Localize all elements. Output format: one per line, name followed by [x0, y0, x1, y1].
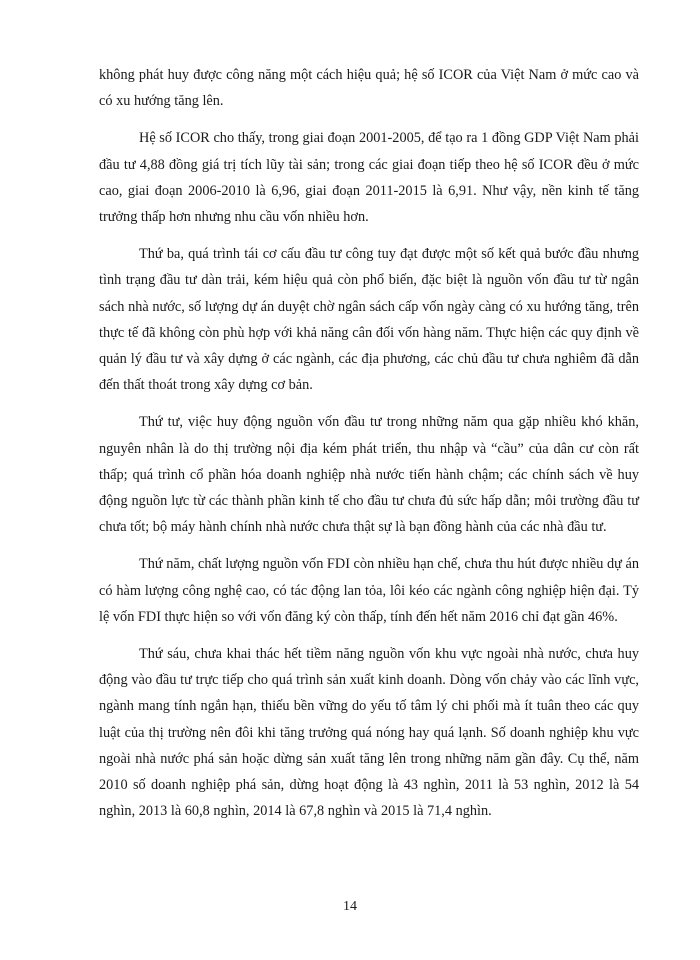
page-number: 14 [343, 899, 357, 914]
paragraph-thu-ba: Thứ ba, quá trình tái cơ cấu đầu tư công tuy đạt được một số kết quả bước đầu nhưng tình trạng đầu tư dàn trải, kém hiệu quả còn phổ biến, đặc biệt là nguồn vốn đầu tư từ ngân sách nhà nước, số lượng dự án duyệt chờ ngân sách cấp vốn ngày càng có xu hướng tăng, trên thực tế đã không còn phù hợp với khả năng cân đối vốn hàng năm. Thực hiện các quy định về quản lý đầu tư và xây dựng ở các ngành, các địa phương, các chủ đầu tư chưa nghiêm đã dẫn đến thất thoát trong xây dựng cơ bản. [99, 246, 639, 394]
paragraph-thu-tu: Thứ tư, việc huy động nguồn vốn đầu tư trong những năm qua gặp nhiều khó khăn, nguyên nhân là do thị trường nội địa kém phát triển, thu nhập và “cầu” của dân cư còn rất thấp; quá trình cổ phần hóa doanh nghiệp nhà nước tiến hành chậm; các chính sách về huy động nguồn lực từ các thành phần kinh tế cho đầu tư chưa đủ sức hấp dẫn; môi trường đầu tư chưa tốt; bộ máy hành chính nhà nước chưa thật sự là bạn đồng hành của các nhà đầu tư. [99, 414, 639, 536]
paragraph-icor: Hệ số ICOR cho thấy, trong giai đoạn 2001-2005, để tạo ra 1 đồng GDP Việt Nam phải đầu tư 4,88 đồng giá trị tích lũy tài sản; trong các giai đoạn tiếp theo hệ số ICOR đều ở mức cao, giai đoạn 2006-2010 là 6,96, giai đoạn 2011-2015 là 6,91. Như vậy, nền kinh tế tăng trưởng thấp hơn nhưng nhu cầu vốn nhiều hơn. [99, 130, 639, 226]
body-text [99, 62, 639, 835]
paragraph-thu-nam: Thứ năm, chất lượng nguồn vốn FDI còn nhiều hạn chế, chưa thu hút được nhiều dự án có hàm lượng công nghệ cao, có tác động lan tỏa, lôi kéo các ngành công nghiệp hiện đại. Tỷ lệ vốn FDI thực hiện so với vốn đăng ký còn thấp, tính đến hết năm 2016 chỉ đạt gần 46%. [99, 556, 639, 625]
paragraph-continuation: không phát huy được công năng một cách hiệu quả; hệ số ICOR của Việt Nam ở mức cao và có xu hướng tăng lên. [99, 67, 639, 110]
paragraph-thu-sau: Thứ sáu, chưa khai thác hết tiềm năng nguồn vốn khu vực ngoài nhà nước, chưa huy động vào đầu tư trực tiếp cho quá trình sản xuất kinh doanh. Dòng vốn chảy vào các lĩnh vực, ngành mang tính ngắn hạn, thiếu bền vững do yếu tố tâm lý chi phối mà ít tuân theo các quy luật của thị trường nên đôi khi tăng trưởng quá nóng hay quá lạnh. Số doanh nghiệp khu vực ngoài nhà nước phá sản hoặc dừng sản xuất tăng lên trong những năm gần đây. Cụ thể, năm 2010 số doanh nghiệp phá sản, dừng hoạt động là 43 nghìn, 2011 là 53 nghìn, 2012 là 54 nghìn, 2013 là 60,8 nghìn, 2014 là 67,8 nghìn và 2015 là 71,4 nghìn. [99, 646, 639, 820]
